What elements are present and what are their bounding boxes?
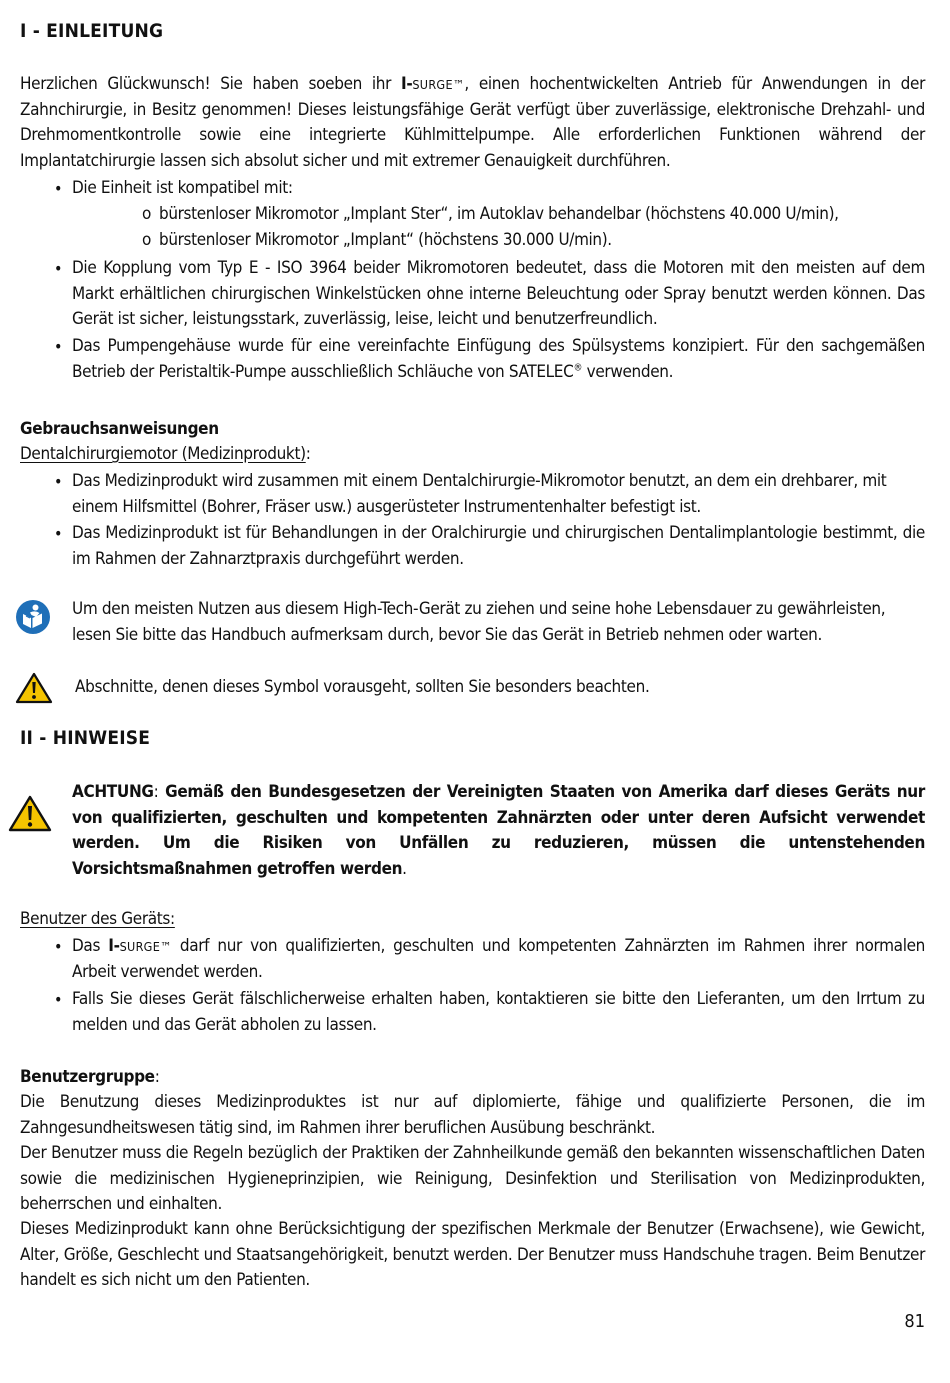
users-heading: Benutzer des Geräts:: [20, 909, 175, 929]
usage-heading: Gebrauchsanweisungen: [20, 419, 219, 439]
bullet-marker: •: [54, 472, 63, 491]
bullet-marker: •: [54, 937, 63, 956]
bullet-marker: •: [54, 337, 63, 356]
section-heading-einleitung: I - EINLEITUNG: [20, 20, 164, 42]
warning-triangle-icon: [15, 672, 53, 704]
group-heading: Benutzergruppe:: [20, 1067, 160, 1087]
intro-paragraph: Herzlichen Glückwunsch! Sie haben soeben ihr I-SURGE™, einen hochentwickelten Antrieb für Anwendungen in der Zahnchirurgie, in Besitz genommen! Dieses leistungsfähige Gerät verfügt über zuverlässige, elektronische Drehzahl- und Drehmomentkontrolle sowie eine integrierte Kühlmittelpumpe. Alle erforderlichen Funktionen während der Implantatchirurgie lassen sich absolut sicher und mit extremer Genauigkeit durchführen.: [20, 74, 925, 171]
achtung-label: ACHTUNG: [72, 782, 154, 802]
manual-note: Um den meisten Nutzen aus diesem High-Tech-Gerät zu ziehen und seine hohe Lebensdauer zu gewährleisten, lesen Sie bitte das Handbuch aufmerksam durch, bevor Sie das Gerät in Betrieb nehmen oder warten.: [72, 599, 886, 645]
section-heading-hinweise: II - HINWEISE: [20, 727, 151, 749]
group-paragraph-3: Dieses Medizinprodukt kann ohne Berücksichtigung der spezifischen Merkmale der Benutzer (Erwachsene), wie Gewicht, Alter, Größe, Geschlecht und Staatsangehörigkeit, benutzt werden. Der Benutzer muss Handschuhe tragen. Beim Benutzer handelt es sich nicht um den Patienten.: [20, 1219, 925, 1290]
bullet-marker: •: [54, 990, 63, 1009]
warning-note: Abschnitte, denen dieses Symbol vorausgeht, sollten Sie besonders beachten.: [75, 677, 650, 697]
group-paragraph-2: Der Benutzer muss die Regeln bezüglich der Praktiken der Zahnheilkunde gemäß den bekannten wissenschaftlichen Daten sowie die medizinischen Hygieneprinzipien, wie Reinigung, Desinfektion und Sterilisation von Medizinprodukten, beherrschen und einhalten.: [20, 1143, 925, 1214]
usage-subheading: Dentalchirurgiemotor (Medizinprodukt):: [20, 444, 311, 464]
achtung-notice: ACHTUNG: Gemäß den Bundesgesetzen der Vereinigten Staaten von Amerika darf dieses Geräts nur von qualifizierten, geschulten und kompetenten Zahnärzten oder unter deren Aufsicht verwendet werden. Um die Risiken von Unfällen zu reduzieren, müssen die untenstehenden Vorsichtsmaßnahmen getroffen werden.: [72, 782, 925, 879]
bullet-marker: •: [54, 179, 63, 198]
brand-prefix: I-: [401, 74, 413, 94]
group-paragraph-1: Die Benutzung dieses Medizinproduktes ist nur auf diplomierte, fähige und qualifizierte Personen, die im Zahngesundheitswesen tätig sind, im Rahmen ihrer beruflichen Ausübung beschränkt.: [20, 1092, 925, 1138]
brand-name: SURGE: [412, 77, 453, 92]
sub-bullet-marker: o: [142, 204, 152, 224]
warning-triangle-icon: [8, 795, 52, 833]
read-manual-icon: [15, 599, 51, 635]
bullet-marker: •: [54, 524, 63, 543]
bullet-marker: •: [54, 259, 63, 278]
registered-mark: ®: [573, 361, 583, 373]
page-number: 81: [904, 1311, 925, 1332]
sub-bullet-marker: o: [142, 230, 152, 250]
